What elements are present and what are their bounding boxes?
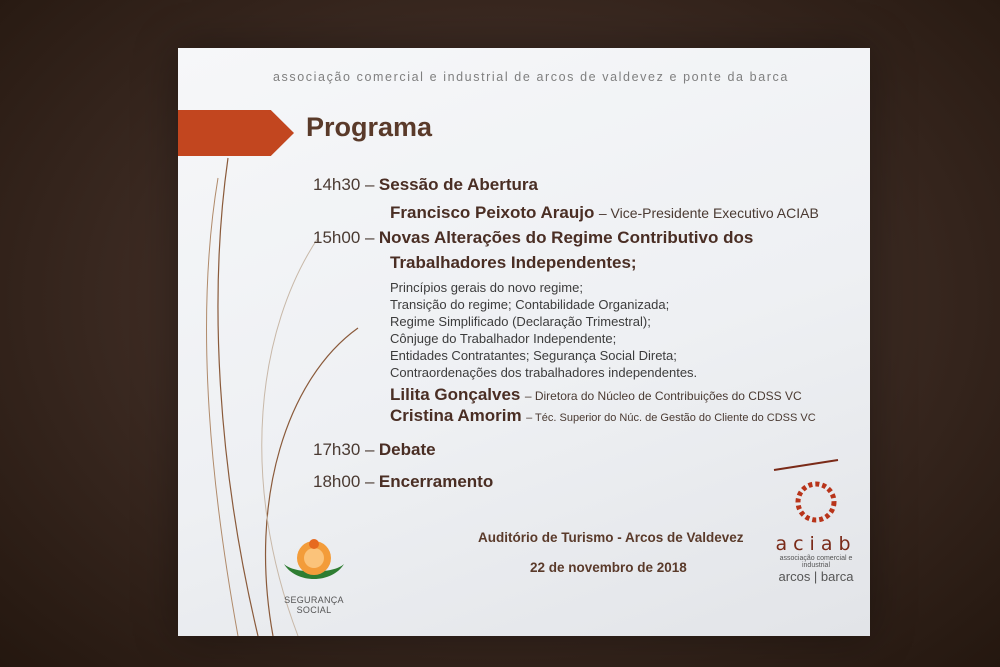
aciab-logo — [766, 458, 866, 584]
session2-item: Regime Simplificado (Declaração Trimestral); — [390, 314, 651, 329]
session4-row — [313, 472, 493, 492]
venue: Auditório de Turismo - Arcos de Valdevez — [478, 530, 744, 545]
session2-row — [313, 228, 753, 248]
session3-row — [313, 440, 436, 460]
event-date: 22 de novembro de 2018 — [530, 560, 687, 575]
session2-speaker2-role: – Téc. Superior do Núc. de Gestão do Cliente do CDSS VC — [526, 412, 816, 424]
session2-item: Contraordenações dos trabalhadores independentes. — [390, 365, 698, 380]
session2-speaker1-role: – Diretora do Núcleo de Contribuições do CDSS VC — [524, 389, 802, 403]
session2-title-line1: Novas Alterações do Regime Contributivo dos — [378, 228, 754, 247]
session2-title-line2: Trabalhadores Independentes; — [390, 253, 637, 272]
session1-title: Sessão de Abertura — [378, 175, 538, 194]
seguranca-social-logo — [278, 534, 350, 615]
session1-speaker-row — [390, 203, 819, 223]
seguranca-social-emblem-icon — [278, 534, 350, 590]
session3-time: 17h30 – — [313, 440, 375, 459]
session2-speaker1-row — [390, 385, 802, 405]
association-header: associação comercial e industrial de arcos de valdevez e ponte da barca — [273, 70, 789, 84]
session2-item: Transição do regime; Contabilidade Organizada; — [390, 297, 670, 312]
session2-item: Entidades Contratantes; Segurança Social Direta; — [390, 348, 677, 363]
aciab-location: arcos | barca — [778, 569, 854, 584]
session2-speaker2: Cristina Amorim — [390, 406, 522, 425]
session3-title: Debate — [378, 440, 436, 459]
session4-title: Encerramento — [378, 472, 494, 491]
slide-title: Programa — [306, 112, 433, 142]
aciab-ring-icon — [766, 458, 866, 528]
session1-speaker: Francisco Peixoto Araujo — [390, 203, 595, 222]
session2-item: Princípios gerais do novo regime; — [390, 280, 583, 295]
session2-speaker1: Lilita Gonçalves — [390, 385, 521, 404]
session1-row — [313, 175, 538, 195]
session2-time: 15h00 – — [313, 228, 375, 247]
aciab-subtitle: associação comercial e industrial — [779, 555, 853, 569]
session1-time: 14h30 – — [313, 175, 375, 194]
seguranca-social-text: SEGURANÇA SOCIAL — [284, 595, 344, 615]
aciab-name: aciab — [775, 533, 857, 555]
title-arrow — [178, 110, 294, 156]
session4-time: 18h00 – — [313, 472, 375, 491]
session2-speaker2-row — [390, 406, 816, 426]
projected-slide — [178, 48, 870, 636]
session2-item: Cônjuge do Trabalhador Independente; — [390, 331, 617, 346]
session1-speaker-role: – Vice-Presidente Executivo ACIAB — [598, 205, 819, 221]
